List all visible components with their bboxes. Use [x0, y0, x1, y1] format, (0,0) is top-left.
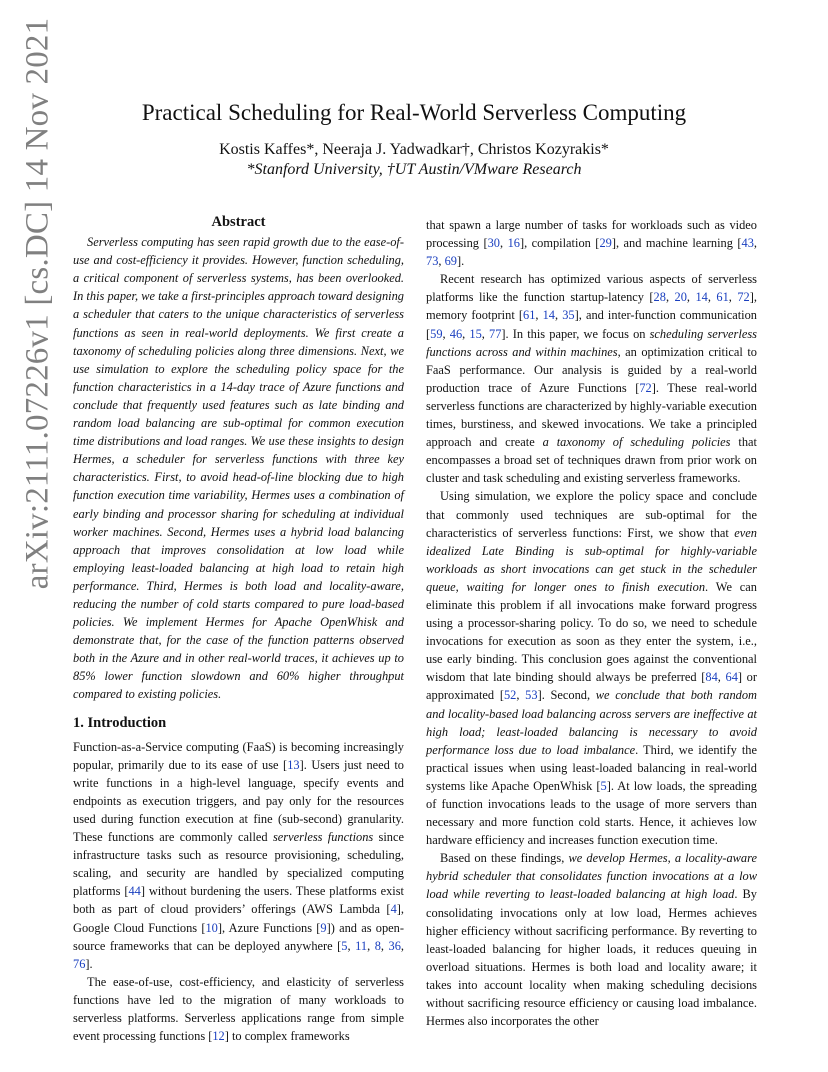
text-run: ]. These real-world serverless functions are characterized by highly-variable execution times, burstiness, and skewed invocations. We take a principled approach and create	[426, 380, 757, 450]
text-run: ,	[438, 254, 445, 269]
text-run: ,	[753, 236, 758, 251]
emphasized-text: we conclude that both random and locality-based load balancing across servers are ineffective at high load; least-loaded balancing is necessary to avoid performance loss due to load imbalance	[426, 688, 757, 757]
citation-link[interactable]: 15	[469, 326, 482, 341]
citation-link[interactable]: 5	[341, 938, 348, 953]
citation-link[interactable]: 43	[741, 236, 754, 251]
text-run: ,	[555, 308, 563, 323]
citation-link[interactable]: 20	[674, 290, 687, 305]
citation-link[interactable]: 36	[388, 938, 401, 953]
text-run: ,	[728, 290, 738, 305]
paragraph	[426, 270, 757, 487]
citation-link[interactable]: 69	[444, 254, 457, 269]
text-run: Using simulation, we explore the policy space and conclude that commonly used techniques are sub-optimal for the characteristics of serverless functions: First, we show that	[426, 489, 757, 540]
right-column	[426, 216, 757, 1030]
text-run: . We can eliminate this problem if all invocations make forward progress using a processor-sharing policy. To do so, we need to schedule invocations for execution as soon as they enter the system, i.e., use early binding. This conclusion goes against the conventional wisdom that late binding should always be preferred [	[426, 579, 757, 685]
text-run: ], Google Cloud Functions [	[73, 902, 404, 935]
citation-link[interactable]: 46	[449, 326, 463, 341]
citation-link[interactable]: 64	[725, 670, 738, 685]
emphasized-text: we develop Hermes, a locality-aware hybrid scheduler that consolidates function invocations at a low load while reverting to least-loaded balancing at high load	[426, 851, 757, 902]
citation-link[interactable]: 61	[716, 290, 729, 305]
text-run: that spawn a large number of tasks for workloads such as video processing [	[426, 218, 757, 251]
citation-link[interactable]: 61	[523, 308, 536, 323]
citation-link[interactable]: 11	[355, 938, 368, 953]
text-run: ,	[686, 290, 696, 305]
text-run: ].	[456, 254, 465, 269]
abstract-heading: Abstract	[211, 214, 266, 230]
citation-link[interactable]: 12	[212, 1029, 225, 1044]
introduction-body-right	[426, 216, 757, 1030]
text-run: ,	[347, 938, 356, 953]
abstract-text: Serverless computing has seen rapid growth due to the ease-of-use and cost-efficiency it provides. However, function scheduling, a critical component of serverless systems, has been overlooked. In this paper, we take a first-principles approach toward designing a scheduler that caters to the unique characteristics of serverless functions as seen in real-world deployments. We first create a taxonomy of scheduling policies along three dimensions. Next, we use simulation to explore the scheduling policy space for the function characteristics in a 14-day trace of Azure functions and conclude that frequently used features such as late binding and random load balancing are sub-optimal for common execution time distributions and load ranges. We use these insights to design Hermes, a scheduler for serverless functions with three key characteristics. First, to avoid head-of-line blocking due to high function execution time variability, Hermes uses a combination of early binding and processor sharing for scheduling at individual worker machines. Second, Hermes uses a hybrid load balancing approach that improves consolidation at low load while employing least-loaded balancing at high load to retain high performance. Third, Hermes is both load and locality-aware, reducing the number of cold starts compared to pure load-based policies. We implement Hermes for Apache OpenWhisk and demonstrate that, for the case of the function patterns observed both in the Azure and in other real-world traces, it achieves up to 85% lower function slowdown and 60% higher throughput compared to existing policies.	[73, 235, 404, 702]
citation-link[interactable]: 72	[639, 380, 652, 395]
introduction-body-left	[73, 738, 404, 1046]
text-run: ,	[499, 236, 508, 251]
emphasized-text: a taxonomy of scheduling policies	[542, 435, 731, 450]
citation-link[interactable]: 35	[562, 308, 575, 323]
citation-link[interactable]: 59	[430, 326, 443, 341]
text-run: ,	[717, 670, 726, 685]
citation-link[interactable]: 10	[205, 920, 218, 935]
text-run: ] without burdening the users. These platforms exist both as part of cloud providers’ offerings (AWS Lambda [	[73, 884, 404, 917]
text-run: . Third, we identify the practical issues when using least-loaded balancing in real-world systems like Apache OpenWhisk [	[426, 742, 757, 793]
text-run: ] or approximated [	[426, 670, 757, 703]
emphasized-text: even idealized Late Binding is sub-optimal for highly-variable workloads as short invocations can get stuck in the scheduler queue, waiting for longer ones to finish execution	[426, 525, 757, 594]
text-run: ] to complex frameworks	[224, 1029, 350, 1044]
citation-link[interactable]: 72	[737, 290, 750, 305]
emphasized-text: scheduling serverless functions across and within machines	[426, 326, 757, 359]
paragraph	[73, 973, 404, 1045]
text-run: ]. Second,	[537, 688, 596, 703]
text-run: ].	[85, 956, 93, 971]
text-run: ], Azure Functions [	[217, 920, 321, 935]
citation-link[interactable]: 9	[320, 920, 327, 935]
left-column	[73, 213, 404, 1045]
citation-link[interactable]: 8	[374, 938, 381, 953]
text-run: ,	[481, 326, 490, 341]
author-block	[0, 140, 828, 180]
citation-link[interactable]: 13	[287, 757, 300, 772]
text-run: ,	[516, 688, 526, 703]
text-run: ,	[367, 938, 375, 953]
text-run: ], and machine learning [	[611, 236, 742, 251]
citation-link[interactable]: 84	[705, 670, 718, 685]
arxiv-id: arXiv:2111.07226v1 [cs.DC] 14 Nov 2021	[19, 17, 56, 590]
text-run: ,	[535, 308, 543, 323]
citation-link[interactable]: 14	[542, 308, 555, 323]
paragraph	[426, 487, 757, 849]
text-run: that encompasses a broad set of techniques drawn from prior work on cluster and task scheduling and existing serverless frameworks.	[426, 435, 757, 486]
text-run: ]. At low loads, the spreading of function invocations leads to the usage of more servers than necessary and more function cold starts. Hence, it achieves low hardware efficiency and increases function execution time.	[426, 778, 757, 848]
citation-link[interactable]: 16	[507, 236, 520, 251]
text-run: The ease-of-use, cost-efficiency, and elasticity of serverless functions have led to the migration of many workloads to serverless platforms. Serverless applications range from simple event processing functions [	[73, 974, 404, 1044]
citation-link[interactable]: 5	[600, 778, 607, 793]
text-run: ], and inter-function communication [	[426, 308, 757, 341]
text-run: ], compilation [	[519, 236, 600, 251]
text-run: ,	[707, 290, 717, 305]
citation-link[interactable]: 29	[599, 236, 612, 251]
citation-link[interactable]: 52	[503, 688, 517, 703]
text-run: ,	[665, 290, 675, 305]
text-run: ,	[462, 326, 470, 341]
citation-link[interactable]: 4	[390, 902, 397, 917]
paragraph	[426, 216, 757, 270]
text-run: ]) and as open-source frameworks that can be deployed anywhere [	[73, 920, 404, 953]
text-run: since infrastructure tasks such as resource provisioning, scheduling, scaling, and security are handled by specialized computing platforms [	[73, 830, 404, 899]
text-run: Function-as-a-Service computing (FaaS) is becoming increasingly popular, primarily due to its ease of use [	[73, 739, 404, 772]
text-run: Based on these findings,	[440, 851, 569, 866]
affiliations: *Stanford University, †UT Austin/VMware Research	[246, 161, 582, 178]
citation-link[interactable]: 28	[653, 290, 666, 305]
text-run: ,	[380, 938, 389, 953]
text-run: Recent research has optimized various aspects of serverless platforms like the function startup-latency [	[426, 272, 757, 305]
citation-link[interactable]: 14	[695, 290, 708, 305]
citation-link[interactable]: 53	[525, 688, 538, 703]
citation-link[interactable]: 73	[426, 254, 439, 269]
section-heading-introduction: 1. Introduction	[73, 714, 167, 731]
text-run: , an optimization critical to FaaS performance. Our analysis is guided by a real-world production trace of Azure Functions [	[426, 344, 757, 395]
paragraph	[73, 738, 404, 973]
citation-link[interactable]: 30	[487, 236, 500, 251]
citation-link[interactable]: 76	[73, 956, 86, 971]
text-run: . By consolidating invocations only at low load, Hermes achieves higher efficiency without sacrificing performance. By reverting to least-loaded balancing for higher loads, it reduces queuing in overload situations. Hermes is both load and locality aware; it takes into account locality when making scheduling decisions without sacrificing resource efficiency or causing load imbalance. Hermes also incorporates the other	[426, 887, 757, 1029]
text-run: ]. Users just need to write functions in a high-level language, specify events and endpoints as execution triggers, and pay only for the resources used during function execution at fine (sub-second) granularity. These functions are commonly called	[73, 757, 404, 845]
paper-title: Practical Scheduling for Real-World Serverless Computing	[141, 100, 687, 125]
text-run: ,	[400, 938, 405, 953]
text-run: ]. In this paper, we focus on	[501, 326, 650, 341]
emphasized-text: serverless functions	[272, 830, 374, 845]
paragraph	[426, 849, 757, 1030]
authors: Kostis Kaffes*, Neeraja J. Yadwadkar†, Christos Kozyrakis*	[219, 141, 609, 158]
citation-link[interactable]: 44	[128, 884, 141, 899]
text-run: ], memory footprint [	[426, 290, 757, 323]
citation-link[interactable]: 77	[489, 326, 502, 341]
text-run: ,	[442, 326, 450, 341]
